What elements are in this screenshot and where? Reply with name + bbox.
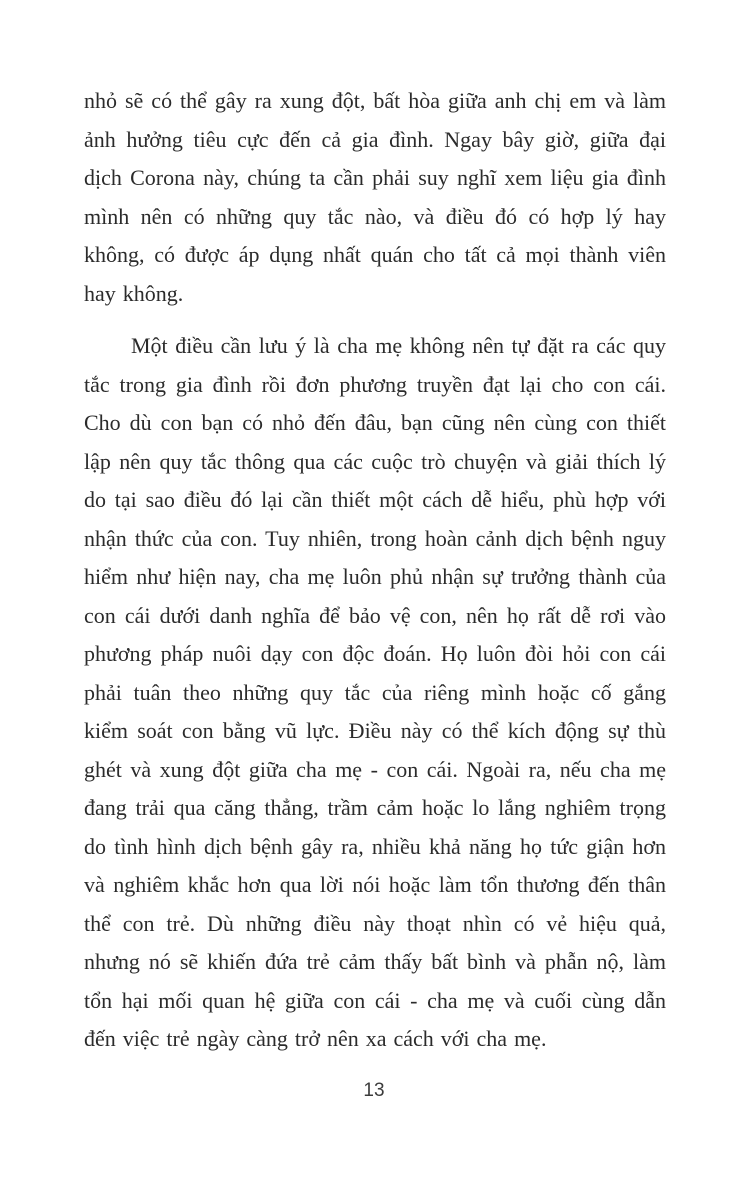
paragraph-main: Một điều cần lưu ý là cha mẹ không nên tự đặt ra các quy tắc trong gia đình rồi đơn phương truyền đạt lại cho con cái. Cho dù con bạn có nhỏ đến đâu, bạn cũng nên cùng con thiết lập nên quy tắc thông qua các cuộc trò chuyện và giải thích lý do tại sao điều đó lại cần thiết một cách dễ hiểu, phù hợp với nhận thức của con. Tuy nhiên, trong hoàn cảnh dịch bệnh nguy hiểm như hiện nay, cha mẹ luôn phủ nhận sự trưởng thành của con cái dưới danh nghĩa để bảo vệ con, nên họ rất dễ rơi vào phương pháp nuôi dạy con độc đoán. Họ luôn đòi hỏi con cái phải tuân theo những quy tắc của riêng mình hoặc cố gắng kiểm soát con bằng vũ lực. Điều này có thể kích động sự thù ghét và xung đột giữa cha mẹ - con cái. Ngoài ra, nếu cha mẹ đang trải qua căng thẳng, trầm cảm hoặc lo lắng nghiêm trọng do tình hình dịch bệnh gây ra, nhiều khả năng họ tức giận hơn và nghiêm khắc hơn qua lời nói hoặc làm tổn thương đến thân thể con trẻ. Dù những điều này thoạt nhìn có vẻ hiệu quả, nhưng nó sẽ khiến đứa trẻ cảm thấy bất bình và phẫn nộ, làm tổn hại mối quan hệ giữa con cái - cha mẹ và cuối cùng dẫn đến việc trẻ ngày càng trở nên xa cách với cha mẹ. <box>84 333 666 1051</box>
page-number: 13 <box>363 1080 385 1101</box>
paragraph-continuation: nhỏ sẽ có thể gây ra xung đột, bất hòa giữa anh chị em và làm ảnh hưởng tiêu cực đến cả gia đình. Ngay bây giờ, giữa đại dịch Corona này, chúng ta cần phải suy nghĩ xem liệu gia đình mình nên có những quy tắc nào, và điều đó có hợp lý hay không, có được áp dụng nhất quán cho tất cả mọi thành viên hay không. <box>84 88 666 306</box>
body-text <box>84 82 666 1059</box>
